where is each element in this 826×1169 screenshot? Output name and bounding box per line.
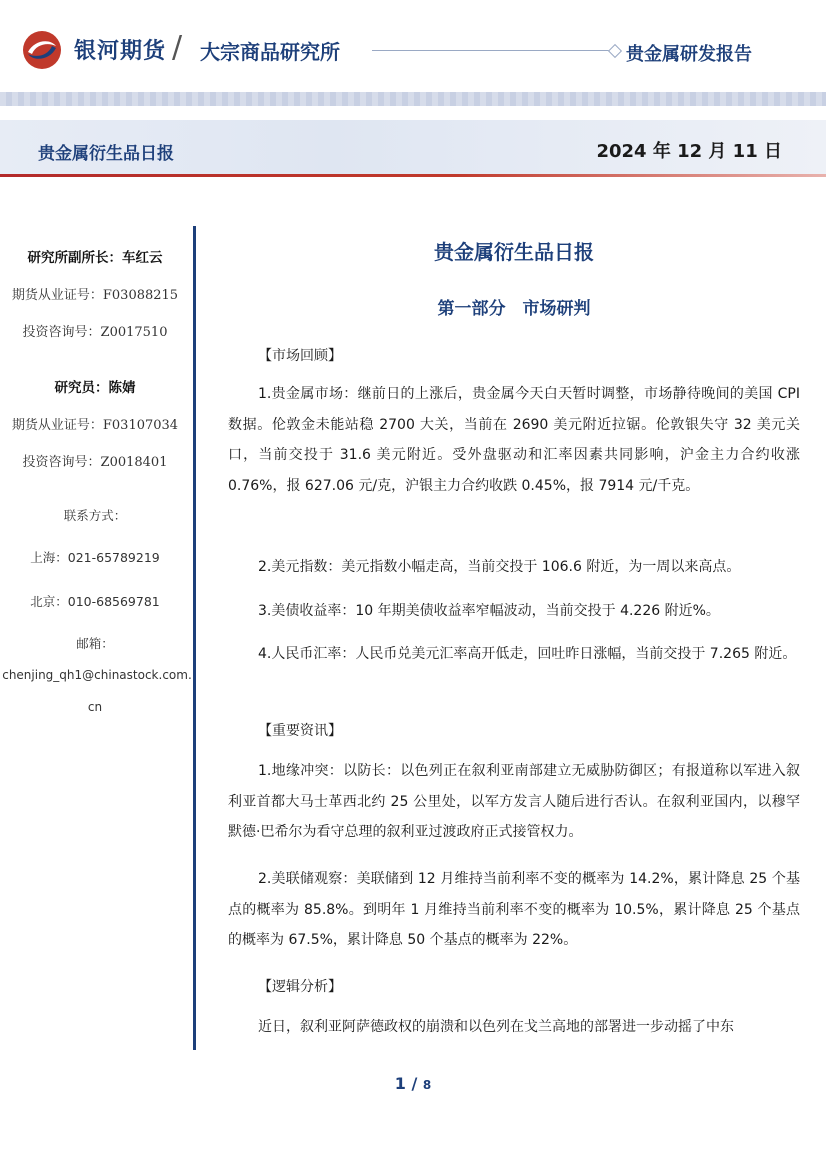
header-rule bbox=[372, 50, 610, 51]
section-logic-analysis: 【逻辑分析】 bbox=[258, 979, 342, 995]
section-key-news: 【重要资讯】 bbox=[258, 723, 342, 739]
report-date: 2024 年 12 月 11 日 bbox=[596, 141, 782, 162]
email-address[interactable]: chenjing_qh1@chinastock.com. bbox=[2, 668, 192, 682]
email-label: 邮箱： bbox=[76, 636, 114, 651]
diamond-icon bbox=[608, 44, 622, 58]
page-separator: / bbox=[405, 1074, 423, 1093]
band-accent-line bbox=[0, 174, 826, 177]
email-address-end[interactable]: cn bbox=[87, 700, 103, 714]
contact-label: 联系方式： bbox=[63, 508, 127, 523]
researcher-name: 研究员：陈婧 bbox=[54, 380, 136, 396]
researcher-consult-number: 投资咨询号：Z0018401 bbox=[22, 455, 168, 470]
deputy-license: 期货从业证号：F03088215 bbox=[11, 288, 179, 303]
paragraph-analysis: 近日，叙利亚阿萨德政权的崩溃和以色列在戈兰高地的部署进一步动摇了中东 bbox=[258, 1019, 734, 1035]
institute-name: 大宗商品研究所 bbox=[200, 40, 340, 64]
brand-name: 银河期货 bbox=[74, 39, 167, 64]
total-pages: 8 bbox=[422, 1078, 432, 1092]
galaxy-logo-icon bbox=[22, 30, 62, 70]
researcher-license: 期货从业证号：F03107034 bbox=[11, 418, 179, 433]
paragraph-dollar-index: 2.美元指数：美元指数小幅走高，当前交投于 106.6 附近，为一周以来高点。 bbox=[258, 559, 741, 575]
page-number bbox=[0, 1074, 826, 1093]
header-stripe bbox=[0, 92, 826, 106]
report-header bbox=[0, 0, 826, 92]
paragraph-geopolitics: 1.地缘冲突：以防长：以色列正在叙利亚南部建立无威胁防御区；有报道称以军进入叙利亚首都大马士革西北约 25 公里处，以军方发言人随后进行否认。在叙利亚国内，以穆罕默德·巴希尔为看守总理的叙利亚过渡政府正式接管权力。 bbox=[228, 763, 800, 840]
report-title: 贵金属衍生品日报 bbox=[434, 240, 594, 264]
report-type: 贵金属研发报告 bbox=[626, 44, 752, 65]
paragraph-precious-metals: 1.贵金属市场：继前日的上涨后，贵金属今天白天暂时调整，市场静待晚间的美国 CPI 数据。伦敦金未能站稳 2700 大关，当前在 2690 美元附近拉锯。伦敦银失守 32 美元关口，当前交投于 31.6 美元附近。受外盘驱动和汇率因素共同影响，沪金主力合约收涨 0.76%，报 627.06 元/克，沪银主力合约收跌 0.45%，报 7914 元/千克。 bbox=[228, 386, 800, 494]
header-separator: / bbox=[172, 30, 183, 65]
deputy-director: 研究所副所长：车红云 bbox=[27, 250, 163, 266]
paragraph-treasury-yield: 3.美债收益率：10 年期美债收益率窄幅波动，当前交投于 4.226 附近%。 bbox=[258, 603, 720, 619]
current-page: 1 bbox=[394, 1074, 406, 1093]
beijing-phone: 北京：010-68569781 bbox=[30, 594, 160, 609]
deputy-consult-number: 投资咨询号：Z0017510 bbox=[22, 325, 168, 340]
paragraph-fed-watch: 2.美联储观察：美联储到 12 月维持当前利率不变的概率为 14.2%，累计降息 25 个基点的概率为 85.8%。到明年 1 月维持当前利率不变的概率为 10.5%，累计降息 25 个基点的概率为 67.5%，累计降息 50 个基点的概率为 22%。 bbox=[228, 871, 800, 948]
part-heading: 第一部分 市场研判 bbox=[437, 299, 591, 319]
shanghai-phone: 上海：021-65789219 bbox=[30, 550, 160, 565]
band-title: 贵金属衍生品日报 bbox=[38, 144, 174, 164]
section-market-review: 【市场回顾】 bbox=[258, 348, 342, 364]
paragraph-rmb-rate: 4.人民币汇率：人民币兑美元汇率高开低走，回吐昨日涨幅，当前交投于 7.265 附近。 bbox=[258, 646, 797, 662]
sidebar-divider bbox=[193, 226, 196, 1050]
